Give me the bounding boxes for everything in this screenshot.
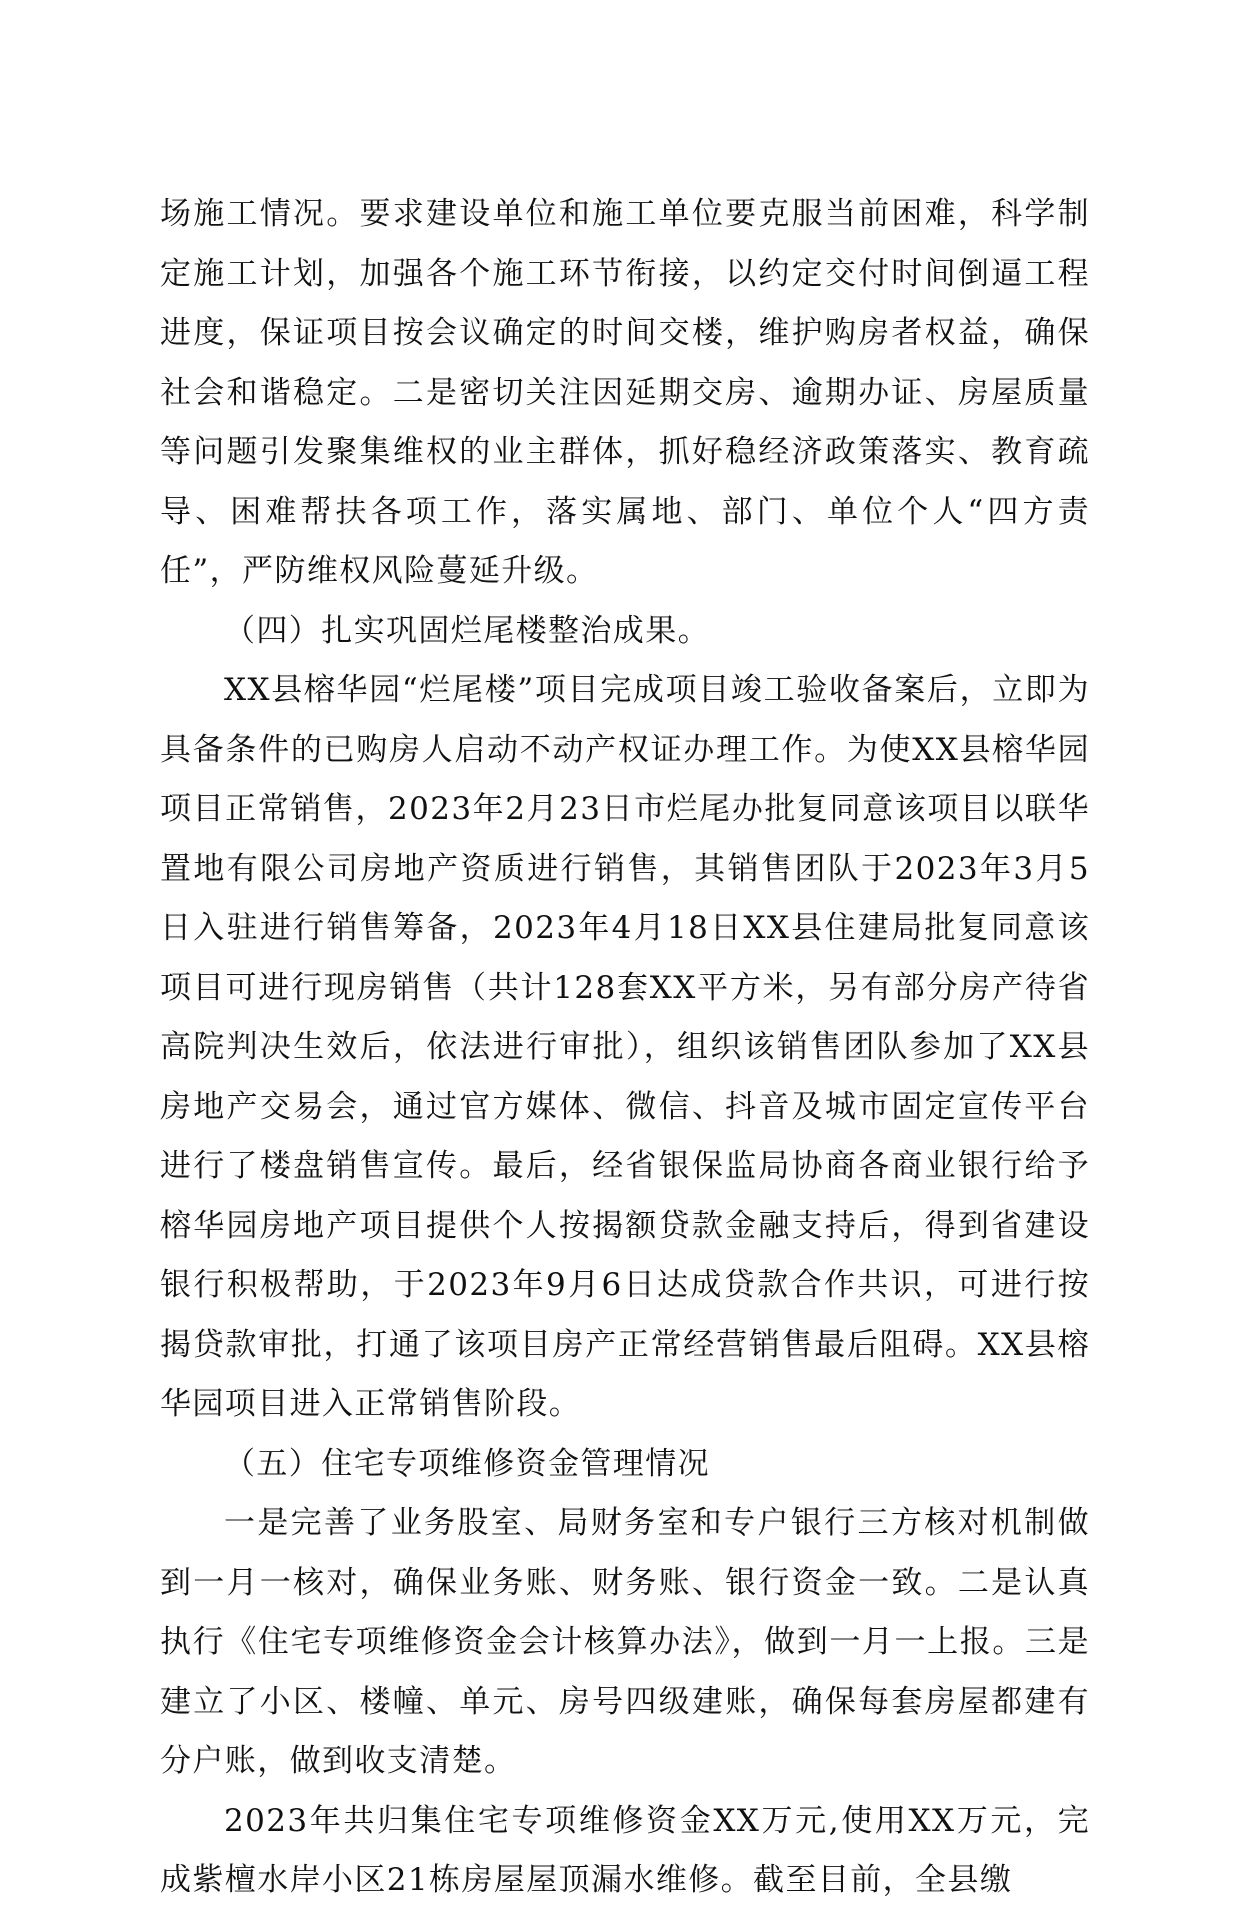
section-heading-five: （五）住宅专项维修资金管理情况 [224,1445,710,1482]
document-page [160,185,1090,1911]
body-paragraph-fund-2023: 2023年共归集住宅专项维修资金XX万元,使用XX万元，完成紫檀水岸小区21栋房屋屋顶漏水维修。截至目前，全县缴 [160,1802,1090,1898]
body-paragraph-fund-management: 一是完善了业务股室、局财务室和专户银行三方核对机制做到一月一核对，确保业务账、财务账、银行资金一致。二是认真执行《住宅专项维修资金会计核算办法》，做到一月一上报。三是建立了小区、楼幢、单元、房号四级建账，确保每套房屋都建有分户账，做到收支清楚。 [160,1505,1090,1779]
body-paragraph-continuation: 场施工情况。要求建设单位和施工单位要克服当前困难，科学制定施工计划，加强各个施工环节衔接，以约定交付时间倒逼工程进度，保证项目按会议确定的时间交楼，维护购房者权益，确保社会和谐稳定。二是密切关注因延期交房、逾期办证、房屋质量等问题引发聚集维权的业主群体，抓好稳经济政策落实、教育疏导、困难帮扶各项工作，落实属地、部门、单位个人“四方责任”，严防维权风险蔓延升级。 [160,196,1090,589]
body-paragraph-rongHuaYuan: XX县榕华园“烂尾楼”项目完成项目竣工验收备案后，立即为具备条件的已购房人启动不动产权证办理工作。为使XX县榕华园项目正常销售，2023年2月23日市烂尾办批复同意该项目以联华置地有限公司房地产资质进行销售，其销售团队于2023年3月5日入驻进行销售筹备，2023年4月18日XX县住建局批复同意该项目可进行现房销售（共计128套XX平方米，另有部分房产待省高院判决生效后，依法进行审批），组织该销售团队参加了XX县房地产交易会，通过官方媒体、微信、抖音及城市固定宣传平台进行了楼盘销售宣传。最后，经省银保监局协商各商业银行给予榕华园房地产项目提供个人按揭额贷款金融支持后，得到省建设银行积极帮助，于2023年9月6日达成贷款合作共识，可进行按揭贷款审批，打通了该项目房产正常经营销售最后阻碍。XX县榕华园项目进入正常销售阶段。 [160,672,1090,1422]
section-heading-four: （四）扎实巩固烂尾楼整治成果。 [224,612,710,649]
